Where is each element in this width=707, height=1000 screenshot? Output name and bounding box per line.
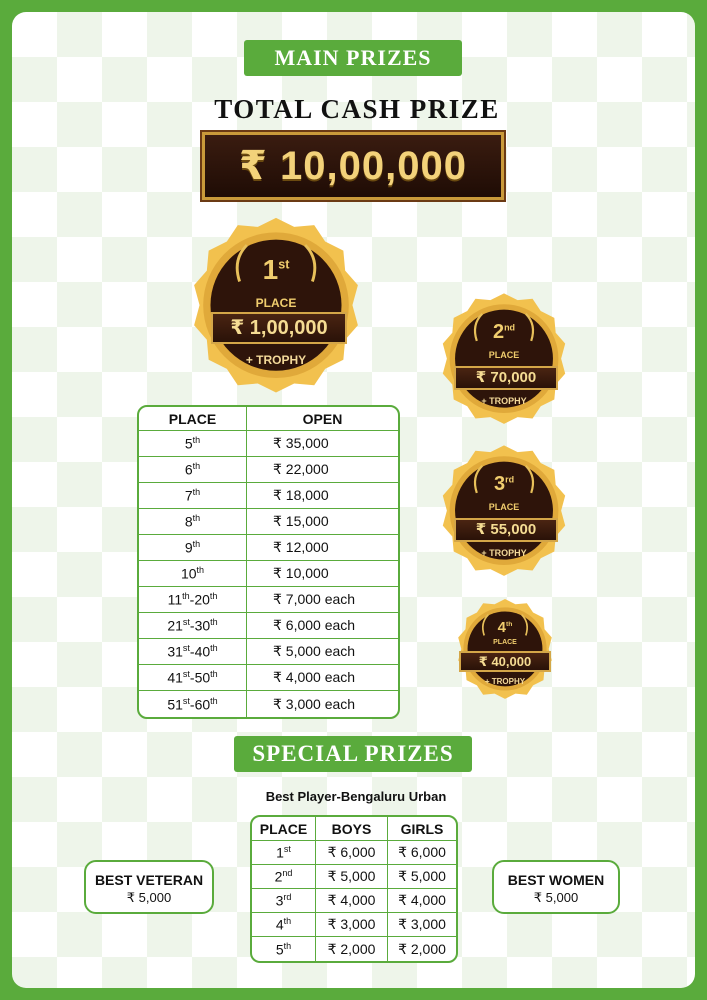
table-row <box>252 865 456 889</box>
main-prizes-banner: MAIN PRIZES <box>244 40 462 76</box>
medal-3rd-place <box>436 444 572 580</box>
girls-cell: ₹ 3,000 <box>388 913 456 937</box>
girls-cell: ₹ 6,000 <box>388 841 456 865</box>
boys-cell: ₹ 6,000 <box>316 841 388 865</box>
medal-badge-icon <box>436 444 572 580</box>
boys-cell: ₹ 5,000 <box>316 865 388 889</box>
place-cell: 5th <box>252 937 316 961</box>
amount-cell: ₹ 7,000 each <box>247 587 398 613</box>
table-row <box>139 665 398 691</box>
place-cell: 6th <box>139 457 247 483</box>
medal-badge-icon <box>436 292 572 428</box>
medal-trophy: + TROPHY <box>481 548 527 558</box>
medal-place-word: PLACE <box>488 350 520 360</box>
column-header: OPEN <box>247 407 398 431</box>
special-prize-table <box>250 815 458 963</box>
amount-cell: ₹ 35,000 <box>247 431 398 457</box>
table-row <box>139 509 398 535</box>
table-row <box>139 587 398 613</box>
place-cell: 3rd <box>252 889 316 913</box>
place-cell: 21st-30th <box>139 613 247 639</box>
boys-cell: ₹ 4,000 <box>316 889 388 913</box>
table-header-row <box>139 407 398 431</box>
amount-cell: ₹ 10,000 <box>247 561 398 587</box>
medal-trophy: + TROPHY <box>484 677 526 686</box>
medal-4th-place <box>453 598 557 702</box>
medal-place-number: 4th <box>497 619 513 636</box>
medal-place-word: PLACE <box>493 639 517 646</box>
amount-cell: ₹ 15,000 <box>247 509 398 535</box>
best-women-amount: ₹ 5,000 <box>533 890 579 905</box>
table-row <box>252 841 456 865</box>
total-cash-title: TOTAL CASH PRIZE <box>214 94 500 124</box>
girls-cell: ₹ 2,000 <box>398 940 446 957</box>
amount-cell: ₹ 3,000 each <box>273 695 356 712</box>
table-row <box>252 889 456 913</box>
place-cell: 31st-40th <box>139 639 247 665</box>
column-header: PLACE <box>252 817 316 841</box>
best-veteran-amount: ₹ 5,000 <box>126 890 172 905</box>
place-cell: 11th-20th <box>139 587 247 613</box>
medal-amount: ₹ 40,000 <box>459 651 551 672</box>
place-cell: 9th <box>139 535 247 561</box>
table-row <box>139 483 398 509</box>
girls-cell: ₹ 4,000 <box>388 889 456 913</box>
medal-badge-icon <box>453 598 557 702</box>
total-cash-amount: ₹ 10,00,000 <box>239 144 467 188</box>
table-row <box>252 937 456 961</box>
column-header: GIRLS <box>388 817 456 841</box>
best-veteran-title: BEST VETERAN <box>94 872 204 888</box>
medal-place-number: 2nd <box>492 321 516 343</box>
best-women-box <box>492 860 620 914</box>
place-cell: 10th <box>139 561 247 587</box>
medal-place-number: 1st <box>262 254 290 285</box>
table-row <box>139 613 398 639</box>
table-row <box>139 457 398 483</box>
table-row <box>139 639 398 665</box>
place-cell: 41st-50th <box>139 665 247 691</box>
table-row <box>139 691 398 717</box>
place-cell: 4th <box>252 913 316 937</box>
total-cash-box <box>202 132 504 200</box>
medal-1st-place <box>185 216 367 398</box>
boys-cell: ₹ 3,000 <box>316 913 388 937</box>
best-women-title: BEST WOMEN <box>507 872 605 888</box>
special-prizes-banner: SPECIAL PRIZES <box>234 736 472 772</box>
medal-amount: ₹ 55,000 <box>454 518 558 542</box>
amount-cell: ₹ 5,000 each <box>247 639 398 665</box>
medal-trophy: + TROPHY <box>245 353 307 367</box>
medal-place-word: PLACE <box>488 502 520 512</box>
place-cell: 51st-60th <box>139 691 247 717</box>
place-cell: 2nd <box>252 865 316 889</box>
table-header-row <box>252 817 456 841</box>
table-row <box>139 535 398 561</box>
medal-place-number: 3rd <box>493 473 515 495</box>
best-player-title: Best Player-Bengaluru Urban <box>265 789 447 804</box>
amount-cell: ₹ 18,000 <box>247 483 398 509</box>
column-header: PLACE <box>139 407 247 431</box>
prize-poster <box>12 12 695 988</box>
column-header: BOYS <box>316 817 388 841</box>
place-cell: 5th <box>139 431 247 457</box>
medal-2nd-place <box>436 292 572 428</box>
medal-amount: ₹ 70,000 <box>454 366 558 390</box>
table-row <box>252 913 456 937</box>
medal-trophy: + TROPHY <box>481 396 527 406</box>
girls-cell: ₹ 5,000 <box>388 865 456 889</box>
open-prize-table <box>137 405 400 719</box>
amount-cell: ₹ 6,000 each <box>247 613 398 639</box>
table-row <box>139 431 398 457</box>
place-cell: 1st <box>252 841 316 865</box>
medal-amount: ₹ 1,00,000 <box>211 312 347 344</box>
medal-place-word: PLACE <box>255 296 297 310</box>
best-veteran-box <box>84 860 214 914</box>
boys-cell: ₹ 2,000 <box>316 937 388 961</box>
place-cell: 8th <box>139 509 247 535</box>
amount-cell: ₹ 4,000 each <box>247 665 398 691</box>
amount-cell: ₹ 22,000 <box>247 457 398 483</box>
place-cell: 7th <box>139 483 247 509</box>
amount-cell: ₹ 12,000 <box>247 535 398 561</box>
table-row <box>139 561 398 587</box>
